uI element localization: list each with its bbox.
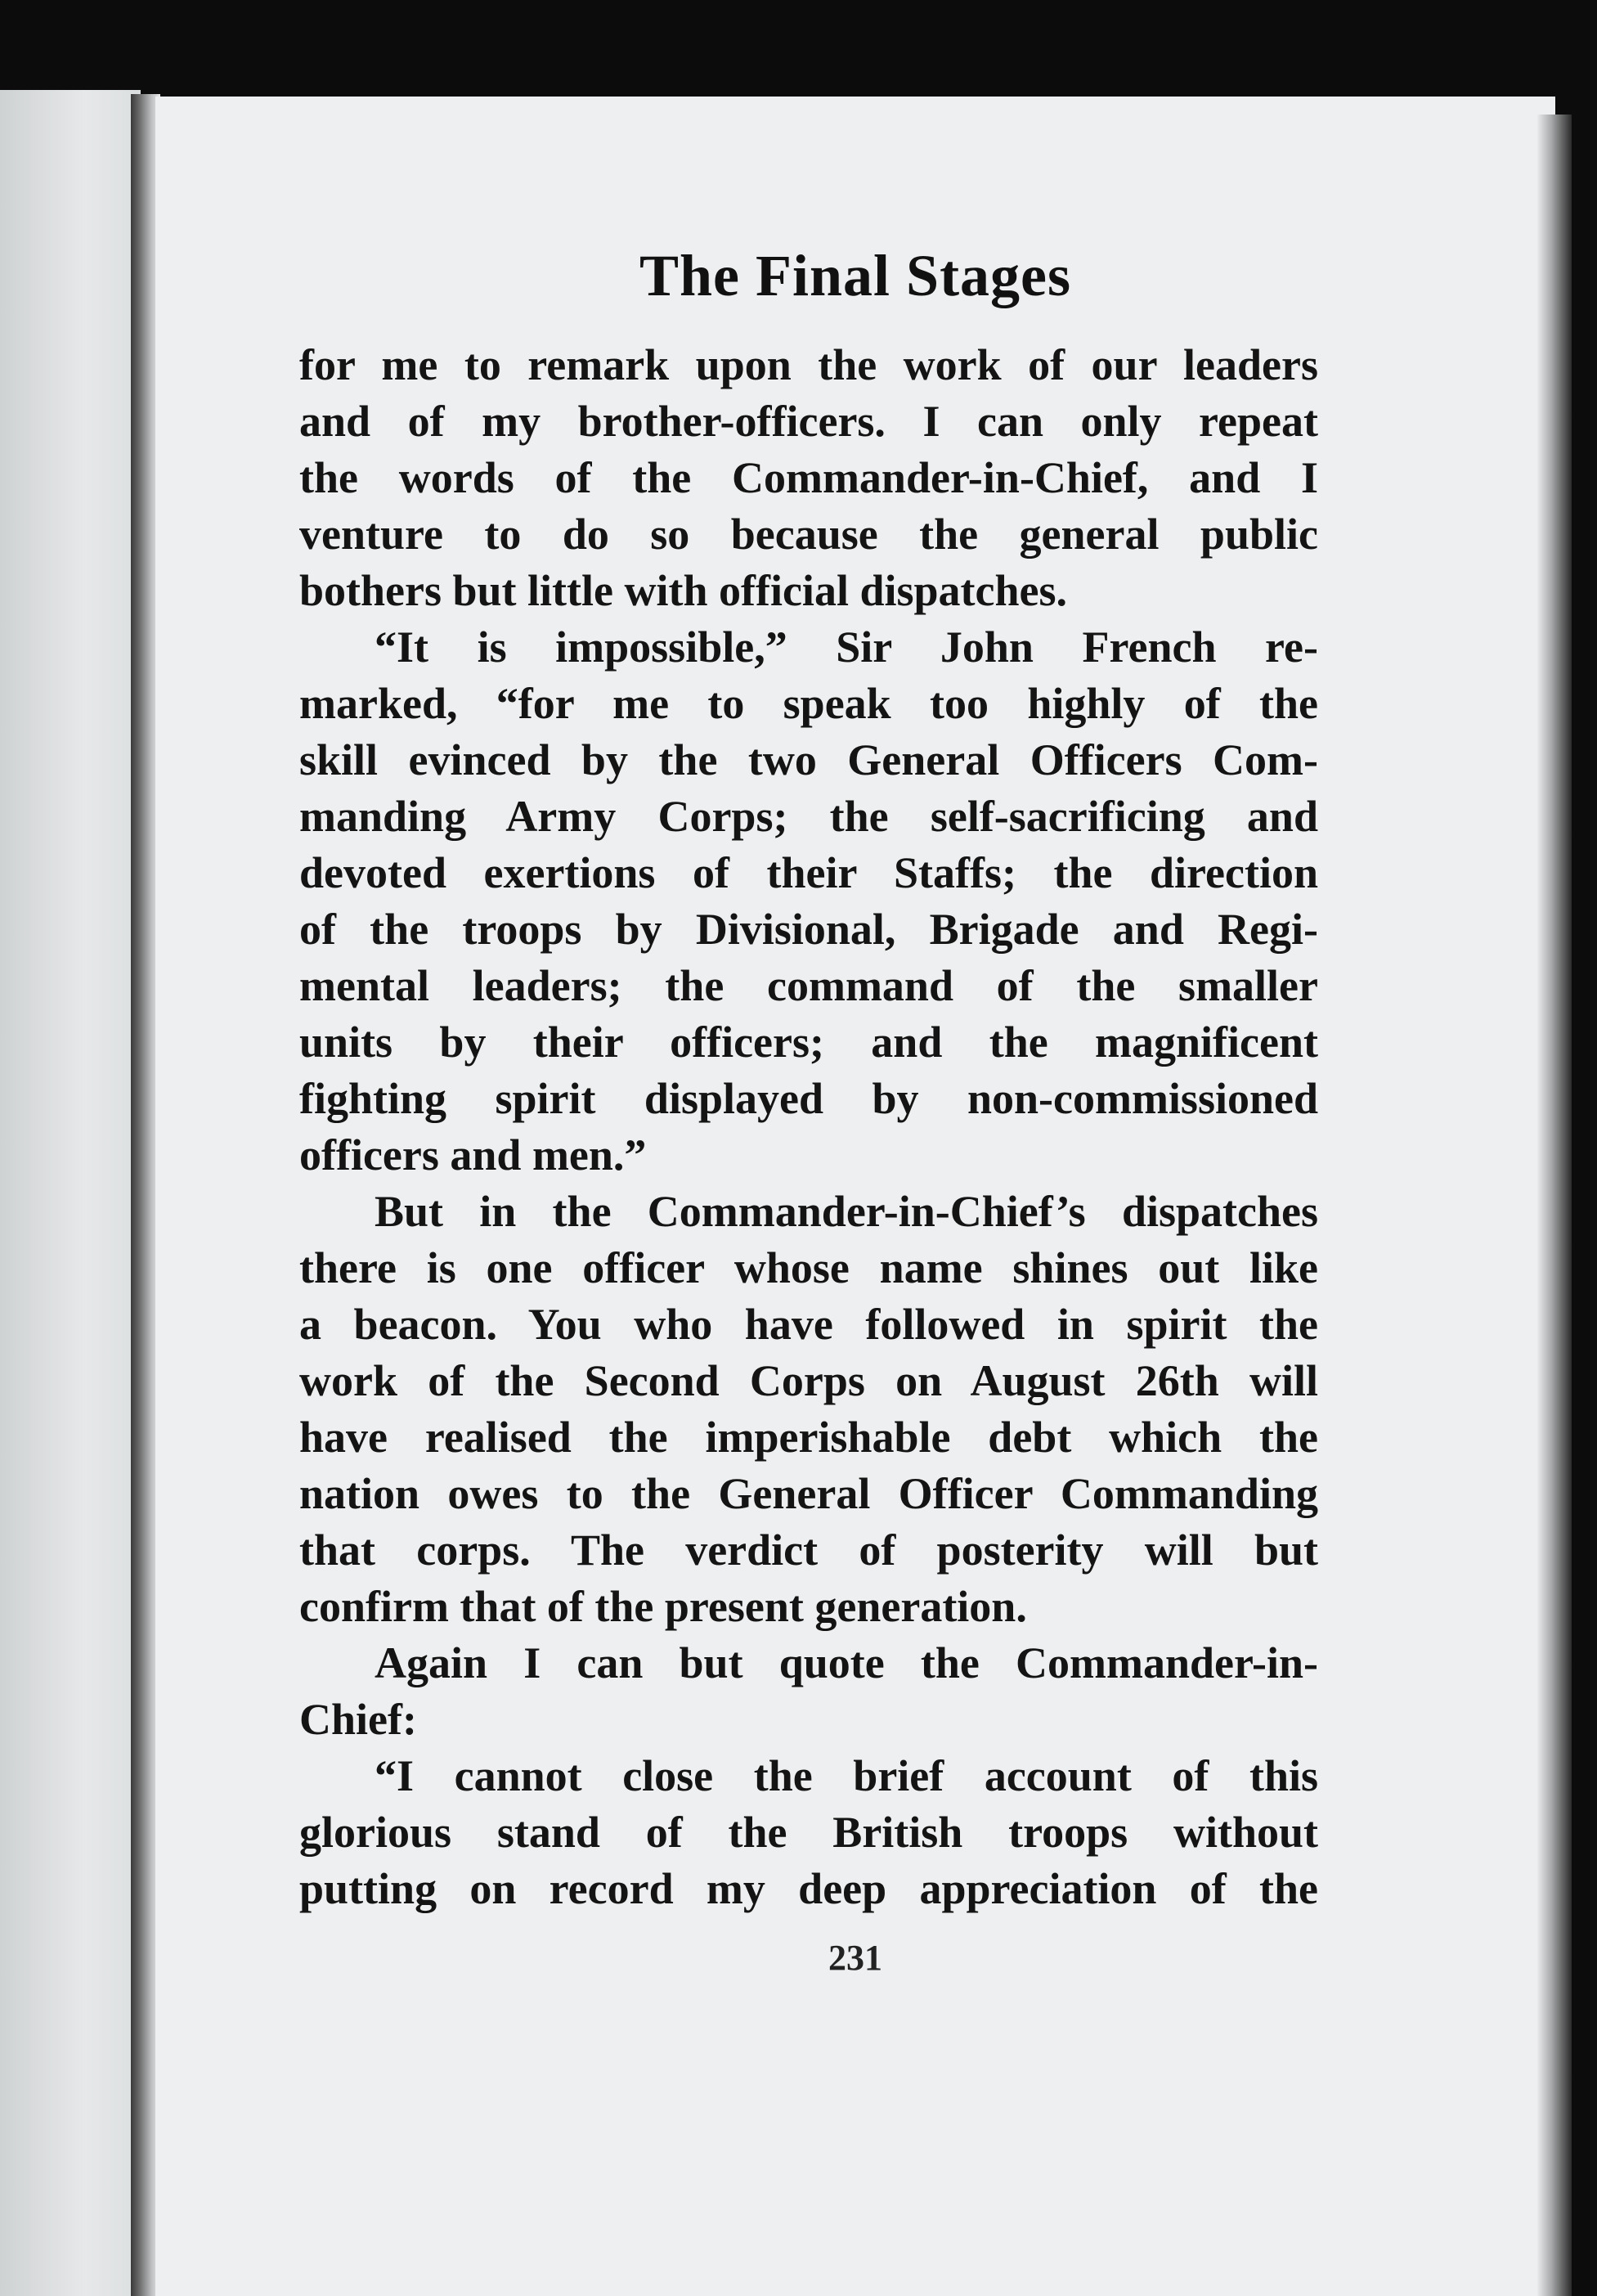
text-line: that corps. The verdict of posterity will but <box>299 1525 1318 1575</box>
text-line: “I cannot close the brief account of this <box>375 1751 1318 1800</box>
text-line: the words of the Commander-in-Chief, and I <box>299 453 1318 502</box>
text-line: venture to do so because the general public <box>299 510 1318 559</box>
text-line: nation owes to the General Officer Commanding <box>299 1469 1318 1518</box>
text-line: officers and men.” <box>299 1130 647 1179</box>
text-line: But in the Commander-in-Chief’s dispatches <box>375 1187 1318 1236</box>
text-line: confirm that of the present generation. <box>299 1582 1027 1631</box>
text-line: manding Army Corps; the self-sacrificing and <box>299 792 1318 841</box>
text-line: for me to remark upon the work of our leaders <box>299 340 1318 389</box>
text-line: glorious stand of the British troops without <box>299 1808 1318 1857</box>
body-text <box>299 337 1318 1917</box>
text-line: putting on record my deep appreciation of the <box>299 1864 1318 1913</box>
facing-page-edge <box>0 90 141 2296</box>
text-line: of the troops by Divisional, Brigade and Regi- <box>299 905 1318 954</box>
text-line: mental leaders; the command of the smaller <box>299 961 1318 1010</box>
text-line: skill evinced by the two General Officers Com- <box>299 735 1318 784</box>
text-line: work of the Second Corps on August 26th will <box>299 1356 1318 1405</box>
text-line: units by their officers; and the magnificent <box>299 1018 1318 1067</box>
text-line: “It is impossible,” Sir John French re- <box>375 622 1318 672</box>
page-number: 231 <box>828 1938 882 1978</box>
text-line: a beacon. You who have followed in spirit the <box>299 1300 1318 1349</box>
text-line: devoted exertions of their Staffs; the direction <box>299 848 1318 897</box>
running-head: The Final Stages <box>639 243 1072 308</box>
text-line: Chief: <box>299 1695 417 1744</box>
text-line: Again I can but quote the Commander-in- <box>375 1638 1318 1687</box>
text-line: fighting spirit displayed by non-commissioned <box>299 1074 1318 1123</box>
text-line: bothers but little with official dispatches. <box>299 566 1067 615</box>
text-line: have realised the imperishable debt which the <box>299 1413 1318 1462</box>
text-line: and of my brother-officers. I can only repeat <box>299 397 1318 446</box>
text-line: marked, “for me to speak too highly of the <box>299 679 1318 728</box>
text-line: there is one officer whose name shines out like <box>299 1243 1318 1292</box>
